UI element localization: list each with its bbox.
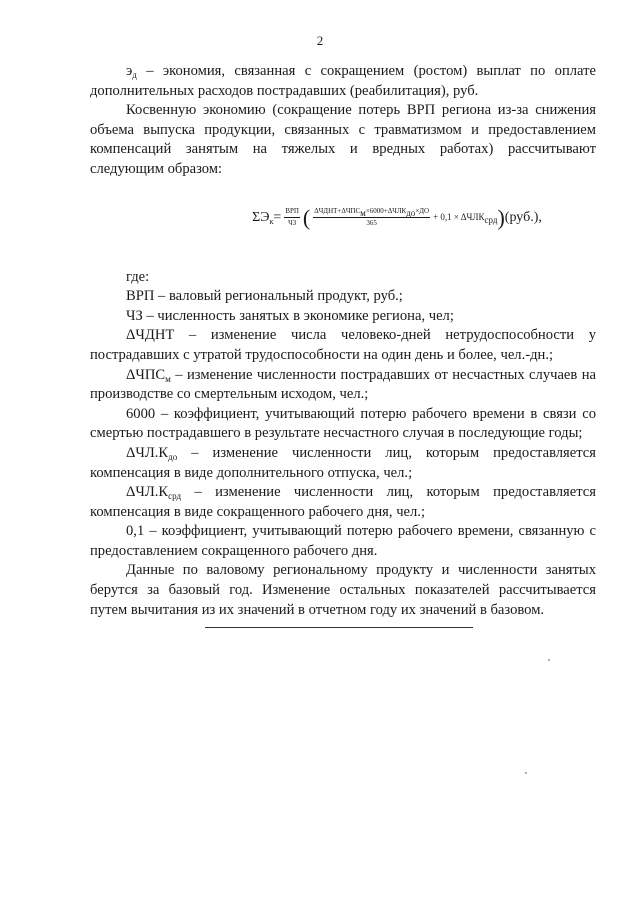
formula-fraction-vrp: $\frac{\text{ВРП}}{ЧЗ}$ (285, 207, 299, 228)
definition-dchps: $\Delta ЧПС_м$ – изменение численности пострадавших от несчастных случаев на производстве со смертельным исходом, чел.; (90, 366, 596, 403)
document-body (90, 62, 596, 620)
scan-speck (548, 659, 550, 661)
formula-tail: + $0,1 \times \Delta ЧЛК_{срд}$ (433, 211, 498, 225)
definition-coef-01: 0,1 – коэффициент, учитывающий потерю рабочего времени, связанную с предоставлением сокращенного рабочего дня. (90, 523, 596, 559)
formula-fraction-main: $\frac{\Delta ЧДНТ+\Delta ЧПС_м\times 6000+\Delta ЧЛК_{до}\times ДО}{365}$ (314, 207, 430, 228)
definition-dchlk-srd: $\Delta ЧЛ.К_{срд}$ – изменение численности лиц, которым предоставляется компенсация в виде сокращенного рабочего дня, чел.; (90, 484, 596, 520)
formula-lhs: $\Sigma Э_к$ (252, 209, 274, 226)
formula-unit: (руб.), (504, 209, 542, 225)
formula-equals: = (273, 209, 282, 225)
paragraph-indirect-economy: Косвенную экономию (сокращение потерь ВРП региона из-за снижения объема выпуска продукции, связанных с травматизмом и предоставлением компенсаций занятым на тяжелых и вредных работах) рассчитывают следующим образом: (90, 102, 596, 177)
closing-divider (205, 627, 473, 628)
definition-coef-6000: 6000 – коэффициент, учитывающий потерю рабочего времени в связи со смертью пострадавшего в результате несчастного случая в последующие годы; (90, 405, 596, 442)
page-number: 2 (316, 33, 324, 48)
formula-close-paren: ) (497, 204, 505, 230)
scan-speck (525, 772, 527, 774)
paragraph-ed-definition: $э_д$ – экономия, связанная с сокращением (ростом) выплат по оплате дополнительных расходов пострадавших (реабилитация), руб. (90, 63, 596, 99)
definition-vrp: ВРП – валовый региональный продукт, руб.; (126, 288, 403, 305)
definition-dchlk-do: $\Delta ЧЛ.К_{до}$ – изменение численности лиц, которым предоставляется компенсация в виде дополнительного отпуска, чел.; (90, 444, 596, 481)
definitions-where: где: (126, 268, 150, 285)
formula-indirect-economy (90, 192, 596, 244)
formula-open-paren: ( (302, 204, 311, 230)
definition-dchdnt: ΔЧДНТ – изменение числа человеко-дней нетрудоспособности у пострадавших с утратой трудоспособности на один день и более, чел.-дн.; (90, 327, 596, 363)
definition-chz: ЧЗ – численность занятых в экономике региона, чел; (126, 307, 454, 324)
paragraph-data-sources: Данные по валовому региональному продукту и численности занятых берутся за базовый год. Изменение остальных показателей рассчитывается путем вычитания из их значений в отчетном году их значений в базовом. (90, 562, 596, 618)
